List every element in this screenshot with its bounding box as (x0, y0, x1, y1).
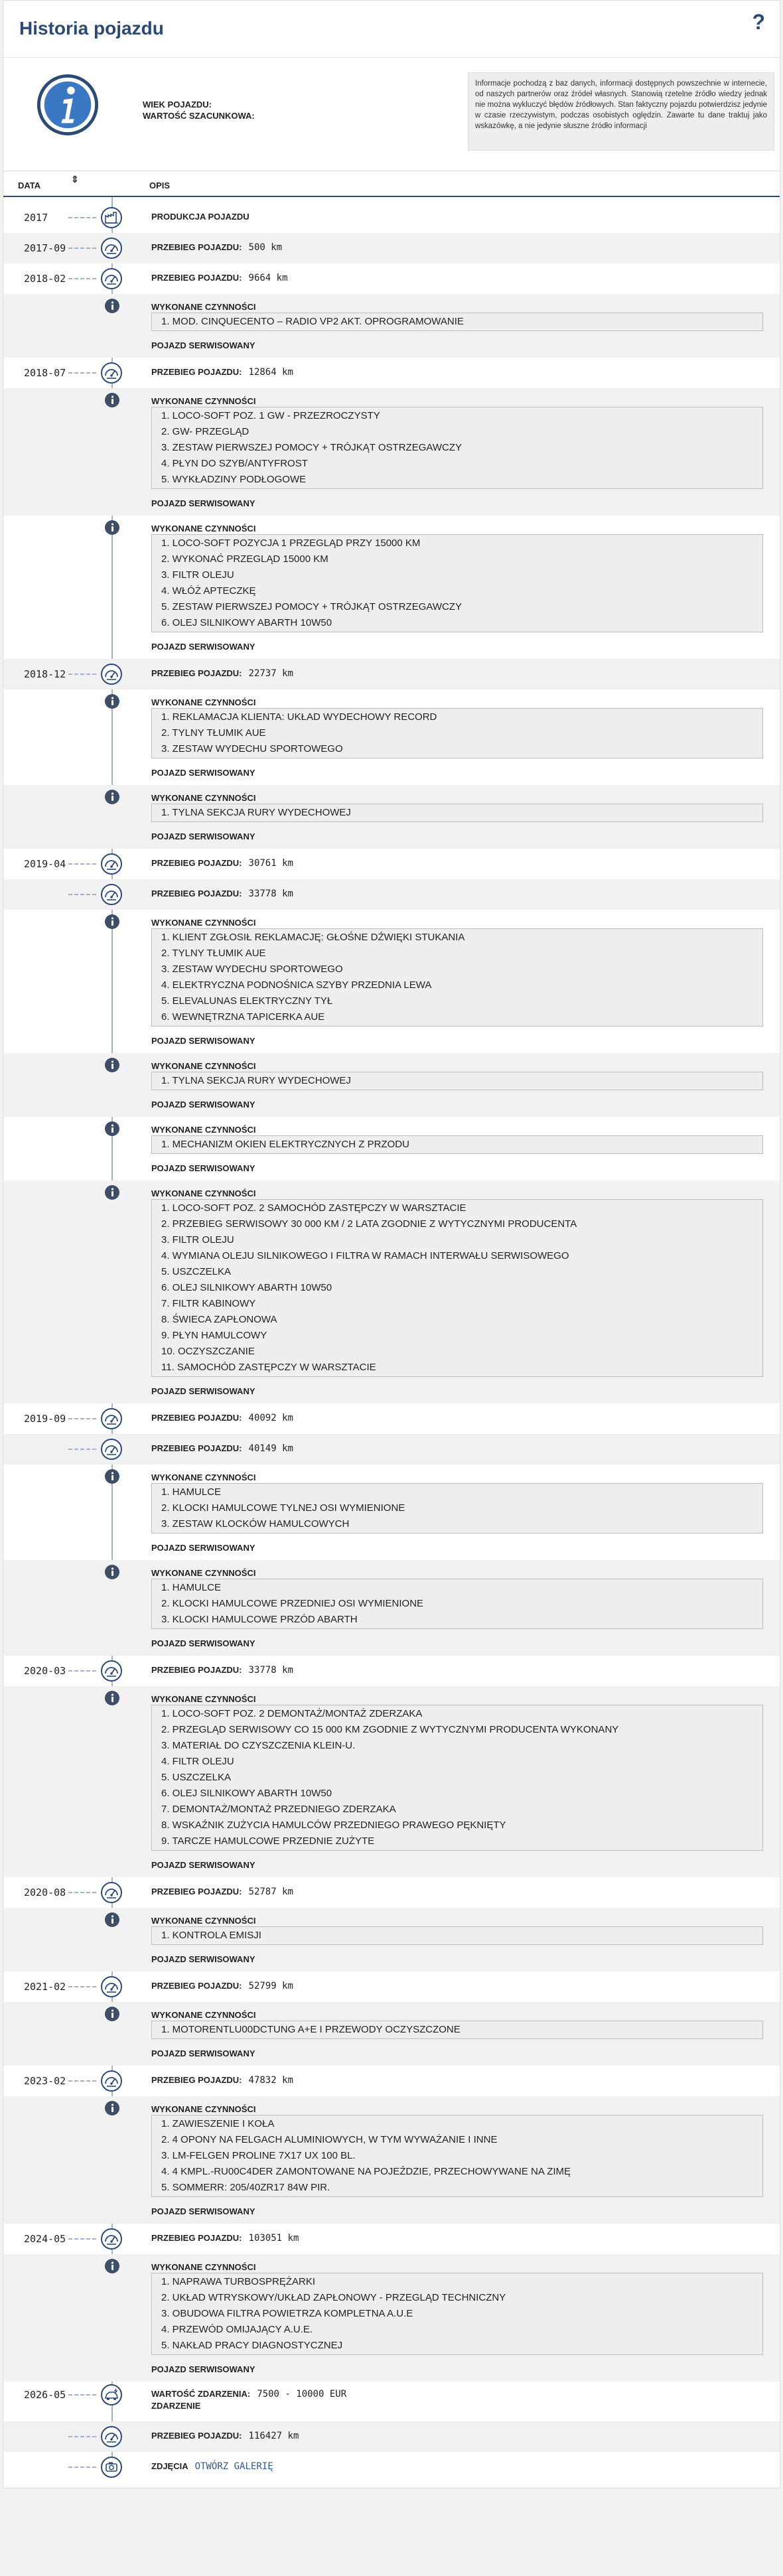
row-date: 2017-09 (24, 242, 66, 254)
service-item: 6. OLEJ SILNIKOWY ABARTH 10W50 (161, 1282, 332, 1293)
service-item: 2. TYLNY TŁUMIK AUE (161, 727, 266, 739)
service-item: 6. OLEJ SILNIKOWY ABARTH 10W50 (161, 1788, 332, 1799)
mileage-value: 103051 km (248, 2233, 299, 2244)
mileage-row (3, 1434, 780, 1465)
service-status: POJAZD SERWISOWANY (151, 1954, 255, 1964)
service-title: WYKONANE CZYNNOŚCI (151, 2104, 256, 2114)
odometer-icon (100, 1881, 123, 1904)
car-crash-icon (100, 2384, 123, 2406)
service-status: POJAZD SERWISOWANY (151, 1543, 255, 1553)
service-list (151, 534, 763, 632)
service-list (151, 1072, 763, 1090)
service-item: 1. MOTORENTLU00DCTUNG A+E I PRZEWODY OCZYSZCZONE (161, 2024, 461, 2035)
info-icon (104, 1057, 120, 1073)
service-item: 5. SOMMERR: 205/40ZR17 84W PIR. (161, 2182, 330, 2193)
service-item: 1. KLIENT ZGŁOSIŁ REKLAMACJĘ: GŁOŚNE DŹWIĘKI STUKANIA (161, 932, 465, 943)
service-item: 1. LOCO-SOFT POZ. 2 SAMOCHÓD ZASTĘPCZY W WARSZTACIE (161, 1202, 466, 1214)
mileage-value: 22737 km (248, 668, 293, 679)
mileage-value: 47832 km (248, 2075, 293, 2086)
service-list (151, 928, 763, 1027)
service-item: 2. WYKONAĆ PRZEGLĄD 15000 KM (161, 553, 328, 565)
mileage-row (3, 1656, 780, 1686)
service-item: 4. PŁYN DO SZYB/ANTYFROST (161, 458, 308, 469)
column-header-date[interactable]: DATA (18, 180, 41, 190)
mileage-value: 33778 km (248, 1665, 293, 1676)
service-item: 2. GW- PRZEGLĄD (161, 426, 249, 437)
info-icon (104, 1121, 120, 1137)
info-icon (104, 2006, 120, 2022)
service-status: POJAZD SERWISOWANY (151, 2364, 255, 2374)
service-list (151, 2273, 763, 2355)
damage-row (3, 2382, 780, 2421)
service-item: 2. PRZEGLĄD SERWISOWY CO 15 000 KM ZGODNIE Z WYTYCZNYMI PRODUCENTA WYKONANY (161, 1724, 619, 1735)
disclaimer-note: Informacje pochodzą z baz danych, informacji dostępnych powszechnie w internecie, od naszych partnerów oraz źródeł własnych. Stanowią rzetelne źródło wiedzy jednak nie można wykluczyć błędów źródłowych. Stan faktyczny pojazdu potwierdzisz jedynie w czasie rzeczywistym, podczas osobistych oględzin. Zawarte tu dane traktuj jako wskazówkę, a nie jedynie słuszne źródło informacji (468, 72, 774, 151)
page-title: Historia pojazdu (19, 18, 164, 38)
service-item: 1. NAPRAWA TURBOSPRĘŻARKI (161, 2276, 315, 2287)
row-date: 2019-09 (24, 1413, 66, 1425)
mileage-value: 500 km (248, 242, 283, 253)
open-gallery-link[interactable]: OTWÓRZ GALERIĘ (194, 2461, 273, 2472)
vehicle-age-label: WIEK POJAZDU: (143, 100, 212, 109)
service-row (3, 1181, 780, 1403)
service-row (3, 785, 780, 849)
camera-icon (100, 2456, 123, 2478)
service-item: 5. NAKŁAD PRACY DIAGNOSTYCZNEJ (161, 2340, 343, 2351)
mileage-value: 9664 km (248, 273, 288, 283)
service-item: 8. ŚWIECA ZAPŁONOWA (161, 1314, 277, 1325)
service-item: 1. TYLNA SEKCJA RURY WYDECHOWEJ (161, 807, 351, 818)
service-item: 6. OLEJ SILNIKOWY ABARTH 10W50 (161, 617, 332, 628)
service-item: 1. LOCO-SOFT POZ. 2 DEMONTAŻ/MONTAŻ ZDERZAKA (161, 1708, 423, 1719)
service-item: 2. UKŁAD WTRYSKOWY/UKŁAD ZAPŁONOWY - PRZEGLĄD TECHNICZNY (161, 2292, 506, 2303)
info-icon (104, 1690, 120, 1706)
service-item: 4. 4 KMPL.-RU00C4DER ZAMONTOWANE NA POJEŹDZIE, PRZECHOWYWANE NA ZIMĘ (161, 2166, 571, 2177)
service-row (3, 1560, 780, 1656)
vehicle-info (3, 58, 780, 171)
info-icon (104, 1184, 120, 1200)
timeline-connector (68, 2238, 96, 2240)
table-header (3, 171, 780, 197)
service-item: 1. MECHANIZM OKIEN ELEKTRYCZNYCH Z PRZODU (161, 1139, 409, 1150)
service-item: 2. TYLNY TŁUMIK AUE (161, 948, 266, 959)
service-item: 3. ZESTAW WYDECHU SPORTOWEGO (161, 743, 343, 754)
service-row (3, 1908, 780, 1971)
service-title: WYKONANE CZYNNOŚCI (151, 1568, 256, 1578)
info-labels (143, 99, 255, 121)
timeline-connector (68, 1986, 96, 1987)
service-status: POJAZD SERWISOWANY (151, 1860, 255, 1870)
odometer-icon (100, 1438, 123, 1461)
info-icon (104, 1468, 120, 1484)
service-item: 9. TARCZE HAMULCOWE PRZEDNIE ZUŻYTE (161, 1835, 375, 1847)
service-item: 7. DEMONTAŻ/MONTAŻ PRZEDNIEGO ZDERZAKA (161, 1804, 396, 1815)
mileage-row (3, 263, 780, 294)
production-label: PRODUKCJA POJAZDU (151, 212, 249, 222)
service-item: 5. USZCZELKA (161, 1266, 232, 1277)
service-row (3, 2254, 780, 2382)
timeline-connector (68, 217, 96, 218)
row-date: 2018-02 (24, 273, 66, 285)
service-title: WYKONANE CZYNNOŚCI (151, 697, 256, 707)
service-row (3, 1686, 780, 1877)
odometer-icon (100, 1975, 123, 1998)
row-date: 2024-05 (24, 2233, 66, 2245)
mileage-row (3, 659, 780, 689)
service-item: 3. ZESTAW KLOCKÓW HAMULCOWYCH (161, 1518, 350, 1530)
mileage-value: 40092 km (248, 1413, 293, 1423)
timeline-connector (68, 248, 96, 249)
service-item: 5. ELEVALUNAS ELEKTRYCZNY TYŁ (161, 995, 333, 1007)
service-item: 2. PRZEBIEG SERWISOWY 30 000 KM / 2 LATA ZGODNIE Z WYTYCZNYMI PRODUCENTA (161, 1218, 577, 1230)
mileage-value: 33778 km (248, 889, 293, 899)
service-title: WYKONANE CZYNNOŚCI (151, 524, 256, 534)
service-item: 1. ZAWIESZENIE I KOŁA (161, 2118, 275, 2129)
mileage-row (3, 1403, 780, 1434)
service-item: 4. WYMIANA OLEJU SILNIKOWEGO I FILTRA W RAMACH INTERWAŁU SERWISOWEGO (161, 1250, 569, 1261)
info-icon (104, 520, 120, 536)
timeline-connector (68, 2080, 96, 2082)
mileage-label: PRZEBIEG POJAZDU: 52787 km (151, 1887, 293, 1897)
service-title: WYKONANE CZYNNOŚCI (151, 396, 256, 406)
mileage-value: 30761 km (248, 858, 293, 869)
info-logo-icon (35, 72, 100, 137)
mileage-value: 52787 km (248, 1887, 293, 1897)
timeline-connector (68, 2436, 96, 2437)
mileage-label: PRZEBIEG POJAZDU: 40092 km (151, 1413, 293, 1423)
odometer-icon (100, 663, 123, 685)
service-list (151, 1135, 763, 1154)
mileage-label: PRZEBIEG POJAZDU: 116427 km (151, 2431, 299, 2441)
timeline-connector (68, 2394, 96, 2396)
history-timeline (3, 197, 780, 2488)
service-item: 5. WYKŁADZINY PODŁOGOWE (161, 474, 307, 485)
sort-icon[interactable]: ⇕ (71, 174, 79, 184)
service-row (3, 1117, 780, 1181)
service-item: 1. KONTROLA EMISJI (161, 1930, 261, 1941)
mileage-row (3, 2224, 780, 2254)
service-status: POJAZD SERWISOWANY (151, 1638, 255, 1648)
mileage-label: PRZEBIEG POJAZDU: 33778 km (151, 889, 293, 899)
row-date: 2023-02 (24, 2075, 66, 2087)
service-status: POJAZD SERWISOWANY (151, 642, 255, 652)
service-list (151, 804, 763, 822)
service-row (3, 2096, 780, 2224)
service-status: POJAZD SERWISOWANY (151, 1036, 255, 1046)
info-icon (104, 2100, 120, 2116)
service-title: WYKONANE CZYNNOŚCI (151, 793, 256, 803)
odometer-icon (100, 1407, 123, 1430)
mileage-label: PRZEBIEG POJAZDU: 30761 km (151, 858, 293, 869)
odometer-icon (100, 2425, 123, 2448)
info-icon (104, 2258, 120, 2274)
damage-label: WARTOŚĆ ZDARZENIA: 7500 - 10000 EUR (151, 2389, 347, 2399)
info-icon (104, 298, 120, 314)
service-item: 3. LM-FELGEN PROLINE 7X17 UX 100 BL. (161, 2150, 356, 2161)
service-item: 5. USZCZELKA (161, 1772, 232, 1783)
service-item: 4. PRZEWÓD OMIJAJĄCY A.U.E. (161, 2324, 313, 2335)
mileage-row (3, 849, 780, 879)
mileage-row (3, 1877, 780, 1908)
service-title: WYKONANE CZYNNOŚCI (151, 918, 256, 928)
service-item: 1. HAMULCE (161, 1582, 222, 1593)
service-title: WYKONANE CZYNNOŚCI (151, 2010, 256, 2020)
timeline-connector (68, 1449, 96, 1450)
mileage-value: 52799 km (248, 1981, 293, 1991)
service-item: 11. SAMOCHÓD ZASTĘPCZY W WARSZTACIE (161, 1362, 376, 1373)
service-title: WYKONANE CZYNNOŚCI (151, 1188, 256, 1198)
service-item: 5. ZESTAW PIERWSZEJ POMOCY + TRÓJKĄT OSTRZEGAWCZY (161, 601, 462, 612)
event-value: 7500 - 10000 EUR (257, 2389, 347, 2399)
estimated-value-label: WARTOŚĆ SZACUNKOWA: (143, 111, 255, 121)
odometer-icon (100, 362, 123, 384)
row-date: 2020-08 (24, 1887, 66, 1898)
photos-label: ZDJĘCIA OTWÓRZ GALERIĘ (151, 2461, 273, 2472)
odometer-icon (100, 2070, 123, 2092)
mileage-label: PRZEBIEG POJAZDU: 103051 km (151, 2233, 299, 2244)
odometer-icon (100, 883, 123, 906)
service-list (151, 2115, 763, 2197)
timeline-connector (68, 278, 96, 279)
mileage-label: PRZEBIEG POJAZDU: 47832 km (151, 2075, 293, 2086)
mileage-row (3, 2421, 780, 2452)
mileage-label: PRZEBIEG POJAZDU: 9664 km (151, 273, 288, 283)
service-row (3, 516, 780, 659)
service-list (151, 407, 763, 489)
column-header-description: OPIS (149, 180, 171, 190)
service-list (151, 708, 763, 758)
service-item: 3. FILTR OLEJU (161, 1234, 234, 1246)
service-list (151, 313, 763, 331)
service-status: POJAZD SERWISOWANY (151, 498, 255, 508)
timeline-connector (68, 1418, 96, 1419)
mileage-row (3, 233, 780, 263)
service-status: POJAZD SERWISOWANY (151, 1163, 255, 1173)
timeline-connector (68, 894, 96, 895)
odometer-icon (100, 267, 123, 290)
service-title: WYKONANE CZYNNOŚCI (151, 1125, 256, 1135)
mileage-label: PRZEBIEG POJAZDU: 22737 km (151, 668, 293, 679)
service-item: 10. OCZYSZCZANIE (161, 1346, 255, 1357)
row-date: 2026-05 (24, 2389, 66, 2401)
service-item: 4. WŁÓŻ APTECZKĘ (161, 585, 256, 597)
service-list (151, 1705, 763, 1851)
service-status: POJAZD SERWISOWANY (151, 2048, 255, 2058)
service-status: POJAZD SERWISOWANY (151, 340, 255, 350)
service-row (3, 294, 780, 358)
odometer-icon (100, 2228, 123, 2250)
service-item: 3. ZESTAW PIERWSZEJ POMOCY + TRÓJKĄT OSTRZEGAWCZY (161, 442, 462, 453)
mileage-label: PRZEBIEG POJAZDU: 500 km (151, 242, 283, 253)
service-item: 1. MOD. CINQUECENTO – RADIO VP2 AKT. OPROGRAMOWANIE (161, 316, 464, 327)
service-item: 3. OBUDOWA FILTRA POWIETRZA KOMPLETNA A.U.E (161, 2308, 413, 2319)
timeline-connector (68, 863, 96, 865)
service-title: WYKONANE CZYNNOŚCI (151, 2262, 256, 2272)
service-item: 2. KLOCKI HAMULCOWE TYLNEJ OSI WYMIENIONE (161, 1502, 405, 1514)
service-item: 2. 4 OPONY NA FELGACH ALUMINIOWYCH, W TYM WYWAŻANIE I INNE (161, 2134, 498, 2145)
mileage-label: PRZEBIEG POJAZDU: 40149 km (151, 1443, 293, 1454)
row-date: 2020-03 (24, 1665, 66, 1677)
service-title: WYKONANE CZYNNOŚCI (151, 1916, 256, 1926)
service-item: 3. KLOCKI HAMULCOWE PRZÓD ABARTH (161, 1614, 358, 1625)
row-date: 2019-04 (24, 858, 66, 870)
service-item: 3. ZESTAW WYDECHU SPORTOWEGO (161, 964, 343, 975)
odometer-icon (100, 237, 123, 259)
service-item: 1. REKLAMACJA KLIENTA: UKŁAD WYDECHOWY RECORD (161, 711, 437, 723)
timeline-connector (68, 1892, 96, 1893)
info-icon (104, 789, 120, 805)
service-item: 1. LOCO-SOFT POZYCJA 1 PRZEGLĄD PRZY 15000 KM (161, 537, 421, 549)
service-row (3, 388, 780, 516)
service-row (3, 2002, 780, 2066)
odometer-icon (100, 1660, 123, 1682)
info-icon (104, 1912, 120, 1928)
history-panel (3, 0, 780, 2488)
mileage-row (3, 1971, 780, 2002)
service-item: 1. LOCO-SOFT POZ. 1 GW - PRZEZROCZYSTY (161, 410, 380, 421)
factory-icon (100, 206, 123, 229)
service-item: 1. TYLNA SEKCJA RURY WYDECHOWEJ (161, 1075, 351, 1086)
service-title: WYKONANE CZYNNOŚCI (151, 1061, 256, 1071)
service-list (151, 2021, 763, 2039)
mileage-value: 12864 km (248, 367, 293, 378)
service-status: POJAZD SERWISOWANY (151, 768, 255, 778)
service-item: 8. WSKAŹNIK ZUŻYCIA HAMULCÓW PRZEDNIEGO PRAWEGO PĘKNIĘTY (161, 1820, 506, 1831)
service-list (151, 1483, 763, 1534)
row-date: 2018-12 (24, 668, 66, 680)
service-status: POJAZD SERWISOWANY (151, 1100, 255, 1109)
service-list (151, 1579, 763, 1629)
service-item: 7. FILTR KABINOWY (161, 1298, 256, 1309)
event-type: ZDARZENIE (151, 2401, 201, 2411)
mileage-row (3, 879, 780, 910)
service-title: WYKONANE CZYNNOŚCI (151, 302, 256, 312)
service-row (3, 1465, 780, 1560)
service-status: POJAZD SERWISOWANY (151, 1386, 255, 1396)
timeline-connector (68, 1670, 96, 1672)
service-title: WYKONANE CZYNNOŚCI (151, 1694, 256, 1704)
service-item: 9. PŁYN HAMULCOWY (161, 1330, 267, 1341)
service-row (3, 910, 780, 1053)
service-item: 3. MATERIAŁ DO CZYSZCZENIA KLEIN-U. (161, 1740, 356, 1751)
mileage-label: PRZEBIEG POJAZDU: 12864 km (151, 367, 293, 378)
info-icon (104, 914, 120, 930)
odometer-icon (100, 853, 123, 875)
mileage-value: 40149 km (248, 1443, 293, 1454)
info-icon (104, 1564, 120, 1580)
service-item: 4. ELEKTRYCZNA PODNOŚNICA SZYBY PRZEDNIA LEWA (161, 979, 432, 991)
mileage-label: PRZEBIEG POJAZDU: 33778 km (151, 1665, 293, 1676)
row-date: 2017 (24, 212, 48, 224)
timeline-connector (68, 674, 96, 675)
info-icon (104, 392, 120, 408)
row-date: 2018-07 (24, 367, 66, 379)
service-item: 3. FILTR OLEJU (161, 569, 234, 581)
info-icon (104, 693, 120, 709)
row-date: 2021-02 (24, 1981, 66, 1993)
service-list (151, 1199, 763, 1377)
timeline-connector (68, 372, 96, 374)
photos-row (3, 2452, 780, 2482)
mileage-value: 116427 km (248, 2431, 299, 2441)
panel-header (3, 1, 780, 58)
timeline-connector (68, 2467, 96, 2468)
mileage-row (3, 2066, 780, 2096)
service-item: 6. WEWNĘTRZNA TAPICERKA AUE (161, 1011, 325, 1023)
service-status: POJAZD SERWISOWANY (151, 831, 255, 841)
help-button[interactable]: ? (752, 10, 765, 34)
service-status: POJAZD SERWISOWANY (151, 2206, 255, 2216)
service-item: 4. FILTR OLEJU (161, 1756, 234, 1767)
production-row (3, 202, 780, 233)
service-item: 2. KLOCKI HAMULCOWE PRZEDNIEJ OSI WYMIENIONE (161, 1598, 424, 1609)
service-row (3, 689, 780, 785)
service-title: WYKONANE CZYNNOŚCI (151, 1472, 256, 1482)
service-item: 1. HAMULCE (161, 1486, 222, 1498)
mileage-label: PRZEBIEG POJAZDU: 52799 km (151, 1981, 293, 1991)
service-list (151, 1926, 763, 1945)
mileage-row (3, 358, 780, 388)
service-row (3, 1053, 780, 1117)
